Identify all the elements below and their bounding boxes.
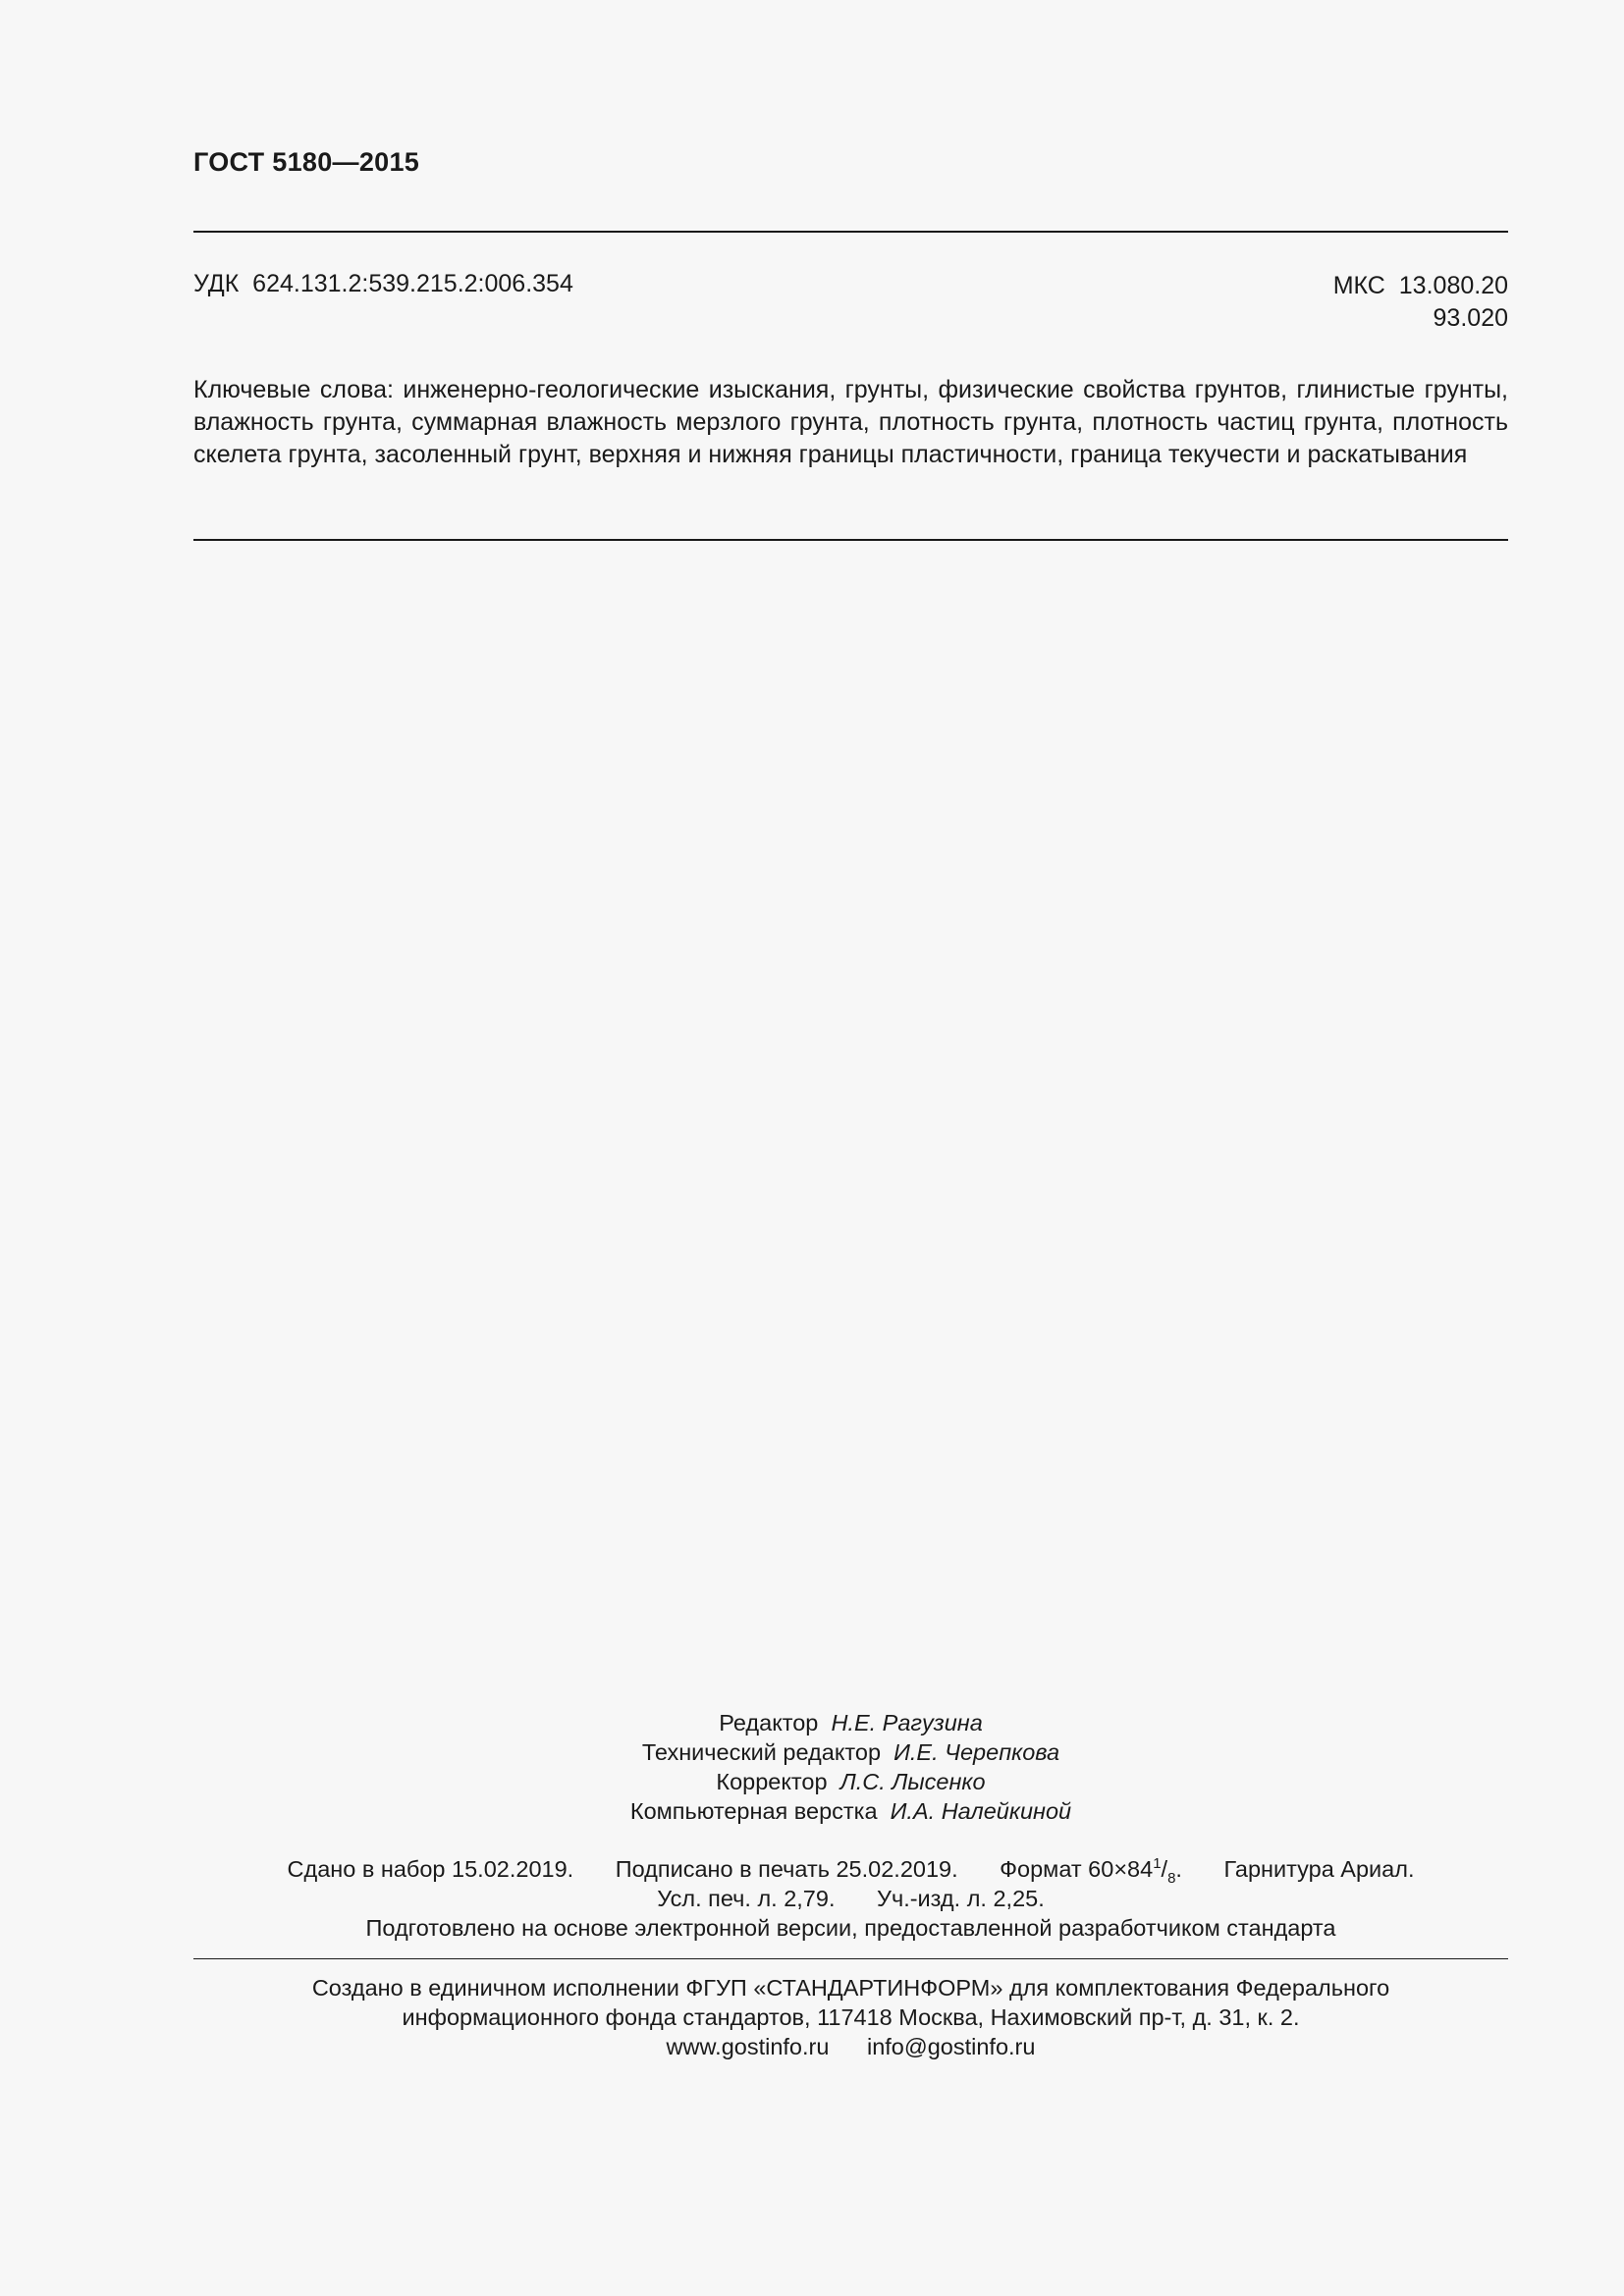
prepared-note: Подготовлено на основе электронной версии, предоставленной разработчиком стандарта — [365, 1915, 1336, 1941]
credit-name: Н.Е. Рагузина — [831, 1710, 983, 1735]
mks-code-2: 93.020 — [1433, 304, 1508, 332]
typeset-date: Сдано в набор 15.02.2019. — [287, 1856, 574, 1882]
publisher-sheets: Уч.-изд. л. 2,25. — [877, 1886, 1045, 1911]
credit-line — [193, 1767, 1508, 1796]
credit-role: Компьютерная верстка — [629, 1798, 878, 1824]
bottom-rule — [193, 1958, 1508, 1959]
top-rule — [193, 231, 1508, 233]
mks-code-1: 13.080.20 — [1398, 272, 1508, 299]
udk-classification — [193, 270, 573, 298]
credits-block — [193, 1708, 1508, 1826]
imprint-line-1 — [193, 1854, 1508, 1887]
website-link[interactable]: www.gostinfo.ru — [666, 2034, 830, 2059]
imprint-block — [193, 1854, 1508, 1943]
paper-format: Формат $60\times 84^1/_8$. — [1000, 1855, 1182, 1887]
credit-role: Корректор — [716, 1769, 828, 1794]
footer-line-2: информационного фонда стандартов, 117418 Москва, Нахимовский пр-т, д. 31, к. 2. — [402, 2004, 1300, 2030]
credit-line — [193, 1796, 1508, 1826]
credit-name: И.Е. Черепкова — [893, 1739, 1060, 1765]
credit-role: Технический редактор — [641, 1739, 882, 1765]
keywords-paragraph: Ключевые слова: инженерно-геологические изыскания, грунты, физические свойства грунтов, глинистые грунты, влажность грунта, суммарная влажность мерзлого грунта, плотность грунта, плотность частиц грунта, плотность скелета грунта, засоленный грунт, верхняя и нижняя границы пластичности, граница текучести и раскатывания — [193, 376, 1508, 468]
udk-label: УДК — [193, 270, 240, 297]
mks-classification — [1333, 270, 1508, 335]
footer-contacts — [193, 2032, 1508, 2061]
print-sheets: Усл. печ. л. 2,79. — [657, 1886, 836, 1911]
credit-role: Редактор — [719, 1710, 819, 1735]
credit-name: Л.С. Лысенко — [839, 1769, 986, 1794]
footer-line-1: Создано в единичном исполнении ФГУП «СТАНДАРТИНФОРМ» для комплектования Федерального — [311, 1975, 1390, 2001]
middle-rule — [193, 539, 1508, 541]
credit-name: И.А. Налейкиной — [890, 1798, 1072, 1824]
typeface: Гарнитура Ариал. — [1223, 1856, 1415, 1882]
credit-line — [193, 1708, 1508, 1737]
udk-code: 624.131.2:539.215.2:006.354 — [252, 270, 573, 297]
email-link[interactable]: info@gostinfo.ru — [866, 2034, 1036, 2059]
mks-label: МКС — [1332, 272, 1385, 299]
standard-number: ГОСТ 5180—2015 — [193, 147, 420, 177]
signed-date: Подписано в печать 25.02.2019. — [615, 1856, 958, 1882]
publisher-footer — [193, 1973, 1508, 2061]
imprint-line-2 — [193, 1884, 1508, 1913]
credit-line — [193, 1737, 1508, 1767]
